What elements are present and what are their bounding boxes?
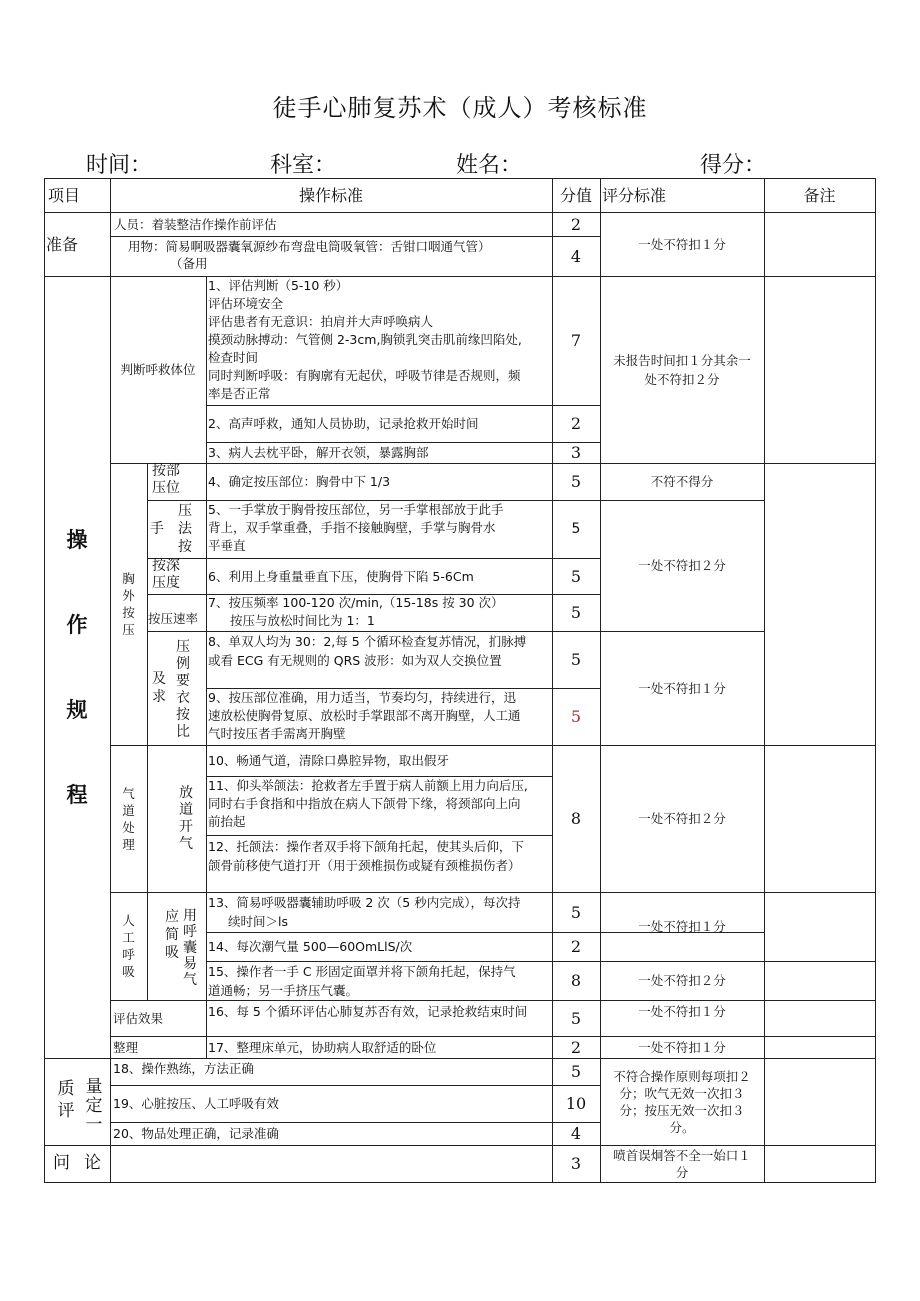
quality-row-18: 18、操作熟练，方法正确 <box>113 1061 254 1076</box>
quality-row-20-points: 4 <box>570 1124 582 1143</box>
quality-row-19-points: 10 <box>565 1094 587 1113</box>
airway-label: 气 道 处 理 <box>122 785 135 852</box>
dept-label: 科室： <box>270 153 337 178</box>
judge-row-1: 1、评估判断（5-10 秒） 评估环境安全 评估患者有无意识：拍肩并大声呼唤病人 摸颈动脉搏动：气管侧 2-3cm,胸锁乳突击肌前缘凹陷处, 检查时间 同时判断呼吸：有胸廓有无起伏，呼吸节律是否规则，频 率是否正常 <box>208 278 522 401</box>
press-position-label: 按部 压位 <box>152 463 180 496</box>
prep-row-2: 用物：简易啊吸器囊氧源纱布弯盘电筒吸氧管：舌钳口咽通气管） （备用 <box>128 239 491 271</box>
op-row-4-points: 5 <box>570 472 582 491</box>
airway-points: 8 <box>570 809 582 828</box>
op-row-15: 15、操作者一手 C 形固定面罩并将下颌角托起，保持气 道通畅；另一手挤压气囊。 <box>208 964 516 998</box>
op-row-16: 16、每 5 个循环评估心肺复苏否有效，记录抢救结束时间 <box>208 1004 528 1019</box>
judge-row-3: 3、病人去枕平卧，解开衣领，暴露胸部 <box>208 445 429 460</box>
op-row-17-criteria: 一处不符扣１分 <box>638 1039 726 1055</box>
press-method-label: 压 法 按 <box>178 503 192 555</box>
op-row-9: 9、按压部位准确，用力适当，节奏均匀，持续进行，迅 速放松使胸骨复原、放松时手掌跟部不离开胸壁，人工通 气时按压者手需离开胸壁 <box>208 690 521 741</box>
op-rows-8-9-criteria: 一处不符扣１分 <box>638 680 726 696</box>
op-row-6: 6、利用上身重量垂直下压，使胸骨下陷 5-6Cm <box>208 568 474 584</box>
op-row-16-points: 5 <box>570 1008 582 1028</box>
op-row-5-points: 5 <box>571 520 581 537</box>
quality-row-18-points: 5 <box>570 1062 582 1081</box>
time-label: 时间： <box>86 153 153 178</box>
col-points: 分值 <box>559 185 592 205</box>
col-remarks: 备注 <box>803 185 836 205</box>
col-standard: 操作标准 <box>298 185 363 205</box>
name-label: 姓名： <box>456 153 523 178</box>
col-item: 项目 <box>48 185 81 205</box>
resuscitator-label-a: 应 简 吸 <box>165 909 179 961</box>
op-rows-13-14-criteria: 一处不符扣１分 <box>638 919 726 934</box>
artificial-respiration-label: 人 工 呼 吸 <box>122 913 135 979</box>
evaluation-label: 评估效果 <box>113 1010 164 1026</box>
prep-criteria: 一处不符扣１分 <box>638 236 726 252</box>
hand-label: 手 <box>150 520 164 537</box>
op-row-17-points: 2 <box>570 1037 582 1057</box>
op-row-4-criteria: 不符不得分 <box>650 474 714 489</box>
op-row-13-points: 5 <box>570 902 582 922</box>
op-row-5: 5、一手掌放于胸骨按压部位，另一手掌根部放于此手 背上，双手掌重叠，手指不接触胸壁，手掌与胸骨水 平垂直 <box>208 502 504 553</box>
op-row-16-criteria: 一处不符扣１分 <box>638 1004 726 1019</box>
op-row-6-points: 5 <box>570 566 582 586</box>
prep-label: 准备 <box>46 234 79 254</box>
op-row-4: 4、确定按压部位：胸骨中下 1/3 <box>208 474 391 489</box>
score-label: 得分： <box>700 153 767 178</box>
airway-criteria: 一处不符扣２分 <box>638 811 726 826</box>
judge-criteria: 未报告时间扣１分其余一 处不符扣２分 <box>613 352 751 387</box>
operation-procedure-label: 操 作 规 程 <box>66 527 88 807</box>
press-rate-label: 按压速率 <box>148 610 199 626</box>
tidy-label: 整理 <box>113 1039 139 1055</box>
col-criteria: 评分标准 <box>602 185 667 205</box>
op-row-7-points: 5 <box>570 603 582 622</box>
judge-row-1-points: 7 <box>570 331 582 350</box>
ratio-label-a: 及 求 <box>152 671 166 705</box>
judge-row-2: 2、高声呼救，通知人员协助，记录抢救开始时间 <box>208 416 479 431</box>
op-row-17: 17、整理床单元，协助病人取舒适的卧位 <box>208 1039 437 1055</box>
op-row-13: 13、简易呼吸器囊辅助呼吸 2 次（5 秒内完成），每次持 续时间＞ls <box>208 895 521 929</box>
op-row-7: 7、按压频率 100-120 次/min,（15-18s 按 30 次） 按压与放松时间比为 1：1 <box>208 595 504 628</box>
op-row-15-points: 8 <box>570 971 582 990</box>
prep-row-2-points: 4 <box>570 246 582 266</box>
quality-criteria: 不符合操作原则每项扣２ 分；吹气无效一次扣３ 分；按压无效一次扣３ 分。 <box>613 1068 751 1135</box>
resuscitator-label-b: 用 呼 囊 易 气 <box>183 907 197 988</box>
press-depth-label: 按深 压度 <box>152 558 180 591</box>
prep-row-1-points: 2 <box>570 214 582 234</box>
op-row-9-points: 5 <box>570 707 582 726</box>
op-rows-5-7-criteria: 一处不符扣２分 <box>638 558 726 573</box>
quality-row-19: 19、心脏按压、人工呼吸有效 <box>113 1096 279 1111</box>
ratio-label-b: 压 例 要 衣 按 比 <box>176 639 190 740</box>
page-title: 徒手心肺复苏术（成人）考核标准 <box>272 94 648 122</box>
chest-compression-label: 胸 外 按 压 <box>122 571 135 637</box>
qa-points: 3 <box>570 1154 582 1173</box>
op-row-8: 8、单双人均为 30：2,每 5 个循环检查复苏情况，扪脉搏 或看 ECG 有无规则的 QRS 波形：如为双人交换位置 <box>208 634 527 668</box>
quality-row-20: 20、物品处理正确，记录准确 <box>113 1126 279 1141</box>
qa-criteria: 喷首误炯答不全一始口１ 分 <box>613 1147 751 1180</box>
op-row-11: 11、仰头举颌法：抢救者左手置于病人前额上用力向后压, 同时右手食指和中指放在病人下颌骨下缘，将颈部向上向 前抬起 <box>208 778 528 829</box>
op-row-8-points: 5 <box>570 650 582 669</box>
op-row-14-points: 2 <box>570 937 582 956</box>
prep-row-1: 人员：着装整洁作操作前评估 <box>114 216 277 232</box>
quality-label-b: 量 定 一 <box>85 1076 103 1135</box>
judge-row-3-points: 3 <box>570 443 582 462</box>
op-row-14: 14、每次潮气量 500—60OmLlS/次 <box>208 939 413 954</box>
judge-label: 判断呼救体位 <box>120 362 196 377</box>
quality-label-a: 质 评 <box>57 1079 75 1121</box>
qa-label: 问 论 <box>53 1153 101 1173</box>
op-row-12: 12、托颌法：操作者双手将下颌角托起，使其头后仰，下 颌骨前移使气道打开（用于颈椎损伤或疑有颈椎损伤者） <box>208 839 524 873</box>
judge-row-2-points: 2 <box>570 414 582 433</box>
open-airway-label: 放 道 开 气 <box>179 784 193 852</box>
op-row-15-criteria: 一处不符扣２分 <box>638 973 726 988</box>
op-row-10: 10、畅通气道，清除口鼻腔异物，取出假牙 <box>208 753 449 768</box>
